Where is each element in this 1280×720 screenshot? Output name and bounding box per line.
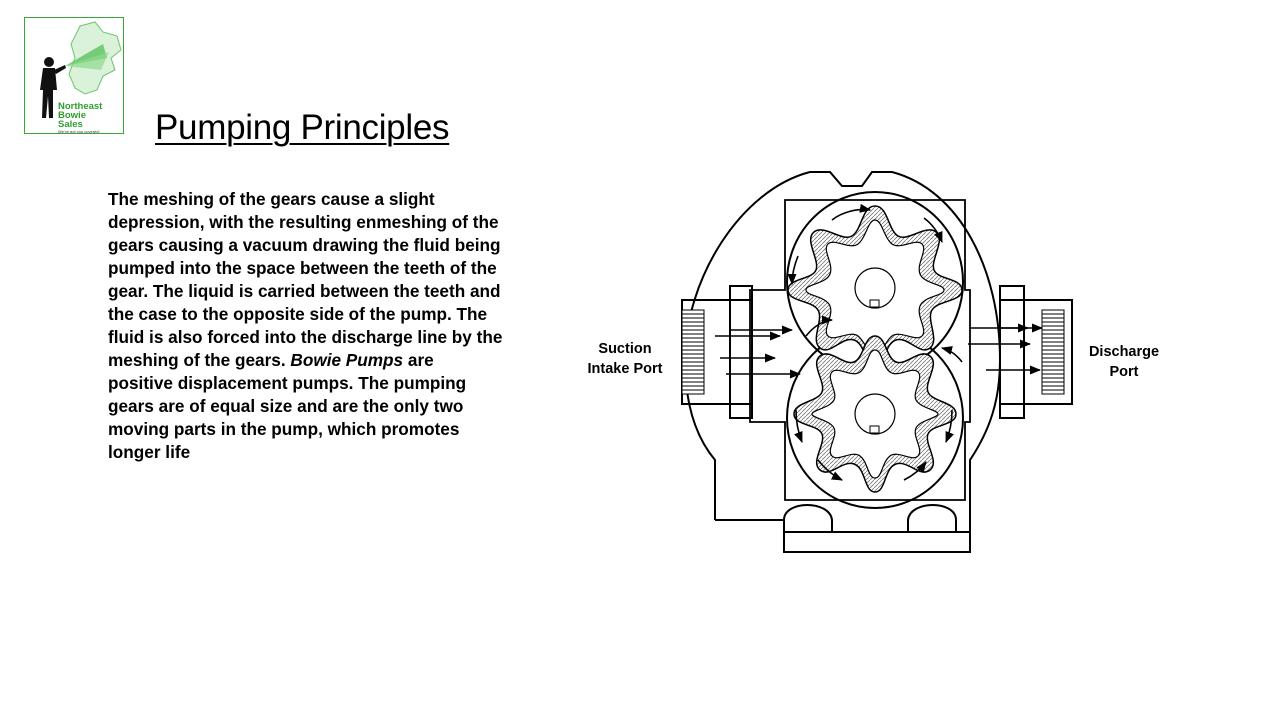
discharge-label-line2: Port [1109, 364, 1139, 380]
suction-label-line2: Intake Port [587, 361, 663, 377]
paragraph-italic: Bowie Pumps [290, 350, 404, 370]
description-paragraph [108, 188, 503, 464]
paragraph-part1: The meshing of the gears cause a slight depression, with the resulting enmeshing of the gears causing a vacuum drawing the fluid being pumped into the space between the teeth of the gear. The liquid is carried between the teeth and the case to the opposite side of the pump. The fluid is also forced into the discharge line by the meshing of the gears. [108, 189, 503, 370]
lower-gear [794, 336, 956, 492]
logo-name-line1: Northeast [58, 101, 103, 112]
logo-tagline: We've got you covered! [58, 129, 100, 134]
logo-name-line2: Bowie [58, 110, 86, 121]
company-logo [24, 17, 124, 134]
logo-name [58, 102, 102, 129]
discharge-port-label [1072, 342, 1176, 382]
page-title: Pumping Principles [155, 108, 450, 147]
suction-label-line1: Suction [598, 341, 652, 357]
paragraph-part2: are positive displacement pumps. The pumping gears are of equal size and are the only two moving parts in the pump, which promotes longer life [108, 350, 467, 462]
logo-name-line3: Sales [58, 119, 83, 130]
suction-intake-port-label [572, 339, 678, 379]
discharge-label-line1: Discharge [1088, 344, 1160, 360]
